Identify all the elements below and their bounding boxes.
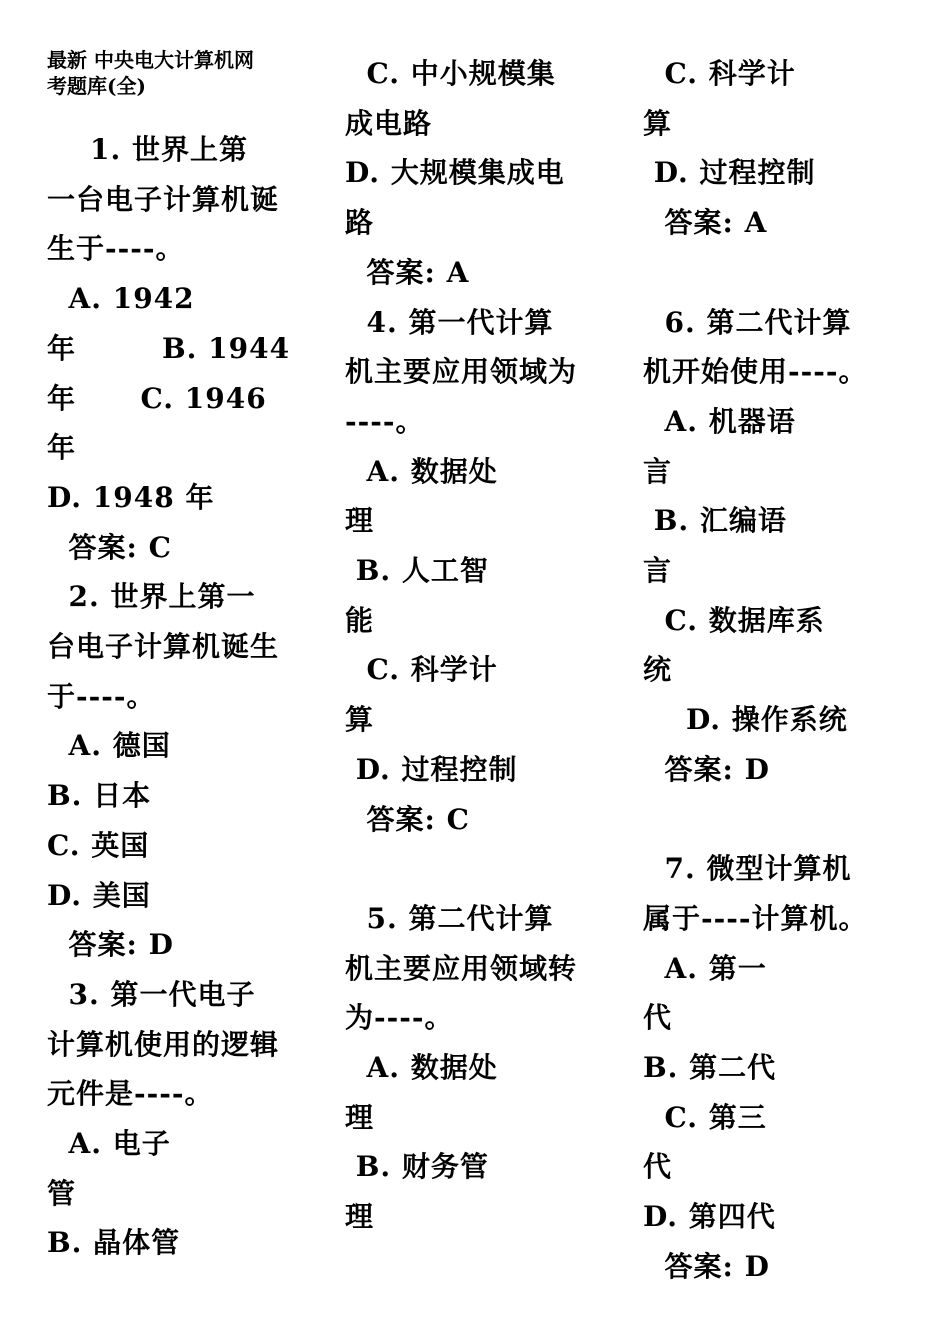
doc-title: 最新 中央电大计算机网 (47, 48, 254, 72)
col3-text-line: 7. 微型计算机 (643, 852, 852, 886)
col1-text-line: A. 德国 (47, 729, 171, 763)
col3-text-line: 属于----计算机。 (643, 901, 868, 935)
col3-text-line: 统 (643, 653, 673, 687)
col2-text-line: C. 中小规模集 (345, 57, 556, 90)
col1-text-line: 生于----。 (47, 232, 185, 266)
col3-text-line: C. 数据库系 (643, 603, 825, 637)
col1-text-line: 1. 世界上第 (47, 133, 248, 166)
col2-text-line: 为----。 (345, 1001, 454, 1035)
col2-text-line: A. 数据处 (345, 454, 498, 488)
col3-text-line: 言 (643, 454, 673, 488)
col1-text-line: D. 美国 (47, 878, 151, 912)
col2-text-line: C. 科学计 (345, 653, 498, 687)
col3-text-line: 言 (643, 554, 673, 587)
col2-text-line: A. 数据处 (345, 1051, 498, 1084)
col1-text-line: 元件是----。 (47, 1077, 214, 1111)
col3-text-line: 答案: D (643, 1249, 770, 1283)
col3-text-line: A. 第一 (643, 951, 767, 985)
col3-text-line: B. 汇编语 (643, 504, 787, 538)
col3-text-line: 机开始使用----。 (643, 355, 868, 389)
col2-text-line: D. 大规模集成电 (345, 156, 565, 190)
col2-text-line: 5. 第二代计算 (345, 901, 554, 935)
col2-text-line: 理 (345, 504, 375, 538)
col3-text-line: B. 第二代 (643, 1051, 777, 1084)
col3-text-line: 代 (643, 1001, 673, 1035)
col2-text-line: B. 人工智 (345, 554, 489, 587)
col3-text-line: C. 科学计 (643, 57, 796, 90)
col2-text-line: 答案: C (345, 802, 470, 836)
col1-text-line: B. 日本 (47, 779, 152, 813)
col1-text-line: 答案: C (47, 530, 172, 564)
col1-text-line: D. 1948 年 (47, 480, 215, 514)
col2-text-line: 成电路 (345, 106, 433, 140)
col2-text-line: 算 (345, 703, 375, 737)
doc-title-line2: 考题库(全) (47, 74, 146, 98)
col2-text-line: 能 (345, 603, 375, 637)
col1-text-line: 年 B. 1944 (47, 331, 291, 365)
col1-text-line: 管 (47, 1176, 77, 1210)
col2-text-line: 机主要应用领域为 (345, 355, 578, 389)
col2-text-line: 理 (345, 1100, 375, 1134)
col1-text-line: 年 C. 1946 (47, 381, 267, 415)
col2-text-line: 机主要应用领域转 (345, 951, 578, 985)
col1-text-line: 计算机使用的逻辑 (47, 1027, 280, 1061)
col3-text-line: 6. 第二代计算 (643, 305, 852, 339)
col1-text-line: 年 (47, 431, 77, 465)
col2-text-line: B. 财务管 (345, 1150, 489, 1184)
col2-text-line: 4. 第一代计算 (345, 305, 554, 339)
col1-text-line: 于----。 (47, 679, 156, 713)
col3-text-line: D. 操作系统 (643, 703, 848, 737)
col3-text-line: 答案: A (643, 206, 768, 240)
col3-text-line: C. 第三 (643, 1100, 767, 1134)
col3-text-line: 答案: D (643, 752, 770, 786)
col1-text-line: A. 电子 (47, 1127, 171, 1160)
col1-text-line: 答案: D (47, 928, 174, 962)
col2-text-line: 路 (345, 206, 375, 240)
col1-text-line: 一台电子计算机诞 (47, 182, 280, 216)
col2-text-line: D. 过程控制 (345, 752, 518, 786)
col1-text-line: 3. 第一代电子 (47, 977, 256, 1011)
col3-text-line: D. 第四代 (643, 1200, 776, 1234)
col3-text-line: 代 (643, 1150, 673, 1184)
col3-text-line: 算 (643, 106, 673, 140)
col1-text-line: C. 英国 (47, 828, 150, 862)
col2-text-line: 理 (345, 1200, 375, 1234)
col1-text-line: 2. 世界上第一 (47, 580, 256, 614)
col3-text-line: A. 机器语 (643, 404, 796, 438)
col1-text-line: A. 1942 (47, 282, 195, 316)
col2-text-line: 答案: A (345, 255, 470, 289)
col2-text-line: ----。 (345, 404, 425, 438)
col1-text-line: 台电子计算机诞生 (47, 630, 280, 663)
col3-text-line: D. 过程控制 (643, 156, 816, 190)
col1-text-line: B. 晶体管 (47, 1226, 181, 1260)
